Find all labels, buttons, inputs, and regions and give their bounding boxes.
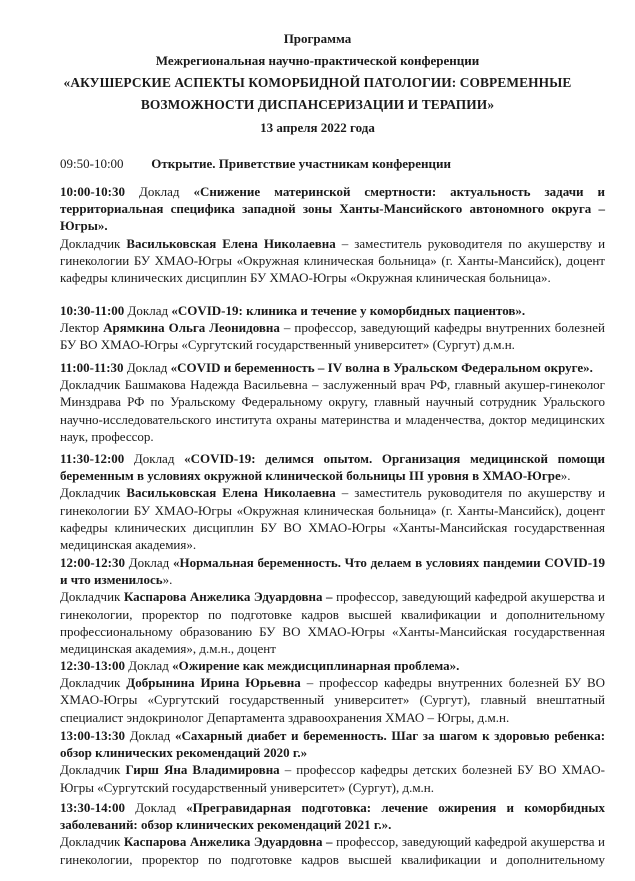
speaker-bio: – профессор, заведующий кафедры внутренних болезней БУ ВО ХМАО-Югры «Сургутский государственный университет» (Сургут) д.м.н. xyxy=(60,320,605,353)
session-topic: «COVID-19: клиника и течение у коморбидных пациентов». xyxy=(171,303,526,318)
speaker-name: Каспарова Анжелика Эдуардовна – xyxy=(123,834,333,850)
session-time: 12:30-13:00 xyxy=(60,658,125,673)
session-time: 12:00-12:30 xyxy=(60,555,125,570)
speaker-role: Докладчик xyxy=(60,834,121,850)
session-entry xyxy=(60,302,605,354)
session-topic: «Ожирение как междисциплинарная проблема». xyxy=(172,658,460,673)
opening-time: 09:50-10:00 xyxy=(60,156,124,171)
session-topic: «Снижение материнской смертности: актуальность задачи и территориальная специфика западной зоны Ханты-Мансийского автономного округа – Югры». xyxy=(60,184,605,234)
session-type: Доклад xyxy=(126,360,168,375)
session-entry xyxy=(60,799,605,868)
speaker-bio: – заместитель руководителя по акушерству и гинекологии БУ ХМАО-Югры «Окружная клиническая больница» (г. Ханты-Мансийск), доцент кафедры клинических дисциплин БУ ХМАО-Югры «Окружная клиническая больница». xyxy=(60,235,606,286)
session-entry xyxy=(60,657,605,726)
speaker-role: Докладчик xyxy=(60,589,121,605)
session-type: Доклад xyxy=(128,658,169,673)
speaker-bio: – заместитель руководителя по акушерству и гинекологии БУ ХМАО-Югры «Окружная клиническая больница» (г. Ханты-Мансийск), доцент кафедры клинических дисциплин БУ ВО ХМАО-Югры «Ханты-Мансийская государственная медицинская академия». xyxy=(60,485,606,553)
session-entry xyxy=(60,450,605,553)
session-entry xyxy=(60,727,605,796)
session-time: 10:30-11:00 xyxy=(60,303,125,318)
session-time: 11:00-11:30 xyxy=(60,360,124,375)
speaker-bio: профессор, заведующий кафедрой акушерства и гинекологии, проректор по подготовке кадров высшей квалификации и дополнительному xyxy=(60,834,606,867)
speaker-name: Васильковская Елена Николаевна xyxy=(126,235,336,251)
session-topic: «COVID-19: делимся опытом. Организация медицинской помощи беременным в условиях окружной клинической больницы III уровня в ХМАО-Югре xyxy=(60,451,606,484)
opening-title: Открытие. Приветствие участникам конференции xyxy=(151,156,452,171)
speaker-name: Добрынина Ирина Юрьевна xyxy=(126,675,301,691)
session-time: 13:30-14:00 xyxy=(60,800,125,815)
speaker-role: Докладчик xyxy=(60,675,121,691)
speaker-role: Докладчик xyxy=(60,485,121,501)
speaker-name: Башмакова Надежда Васильевна xyxy=(124,377,308,393)
speaker-role: Докладчик xyxy=(60,377,121,393)
conference-name-line2: ВОЗМОЖНОСТИ ДИСПАНСЕРИЗАЦИИ И ТЕРАПИИ» xyxy=(140,97,495,112)
speaker-role: Докладчик xyxy=(60,762,121,778)
session-type: Доклад xyxy=(133,451,175,466)
session-time: 10:00-10:30 xyxy=(60,184,125,199)
conference-subtitle: Межрегиональная научно-практической конференции xyxy=(155,53,480,68)
session-topic: «Прегравидарная подготовка: лечение ожирения и коморбидных заболеваний: обзор клинических рекомендаций 2021 г.». xyxy=(60,800,605,833)
speaker-name: Арямкина Ольга Леонидовна xyxy=(103,320,280,336)
session-entry xyxy=(60,183,605,286)
conference-date: 13 апреля 2022 года xyxy=(260,120,375,135)
speaker-role: Докладчик xyxy=(60,235,121,251)
session-time: 13:00-13:30 xyxy=(60,728,125,743)
session-type: Доклад xyxy=(128,555,170,570)
speaker-name: Васильковская Елена Николаевна xyxy=(126,485,336,501)
session-topic-end: ». xyxy=(162,572,173,588)
conference-name-line1: «АКУШЕРСКИЕ АСПЕКТЫ КОМОРБИДНОЙ ПАТОЛОГИИ: СОВРЕМЕННЫЕ xyxy=(63,75,572,90)
session-topic-end: ». xyxy=(560,468,571,484)
session-topic: «COVID и беременность – IV волна в Уральском Федеральном округе». xyxy=(170,360,593,375)
session-type: Доклад xyxy=(127,303,169,318)
session-topic: «Нормальная беременность. Что делаем в условиях пандемии COVID-19 и что изменилось xyxy=(60,555,606,588)
speaker-bio: – профессор кафедры внутренних болезней БУ ВО ХМАО-Югры «Сургутский государственный университет» (Сургут), главный внештатный специалист эндокринолог Департамента здравоохранения ХМАО – Югры, д.м.н. xyxy=(60,675,606,725)
speaker-bio: – профессор кафедры детских болезней БУ ВО ХМАО-Югры «Сургутский государственный университет» (Сургут), д.м.н. xyxy=(60,762,606,795)
speaker-name: Каспарова Анжелика Эдуардовна – xyxy=(123,589,333,605)
speaker-role: Лектор xyxy=(60,320,100,336)
opening-entry xyxy=(60,155,605,172)
session-type: Доклад xyxy=(129,728,171,743)
session-time: 11:30-12:00 xyxy=(60,451,125,466)
program-title: Программа xyxy=(283,31,352,46)
session-type: Доклад xyxy=(135,800,176,815)
session-type: Доклад xyxy=(138,184,180,199)
speaker-bio: профессор, заведующий кафедрой акушерства и гинекологии, проректор по подготовке кадров высшей квалификации и дополнительному профессиональному образованию БУ ВО ХМАО-Югры «Ханты-Мансийская государственная медицинская академия», д.м.н., доцент xyxy=(60,589,606,657)
speaker-bio: – заслуженный врач РФ, главный акушер-гинеколог Минздрава РФ по Уральскому Федеральному округу, главный научный сотрудник Уральского научно-исследовательского института охраны материнства и младенчества, доктор медицинских наук, профессор. xyxy=(60,377,606,444)
speaker-name: Гирш Яна Владимировна xyxy=(125,762,280,778)
session-entry xyxy=(60,359,605,445)
session-topic: «Сахарный диабет и беременность. Шаг за шагом к здоровью ребенка: обзор клинических рекомендаций 2020 г.» xyxy=(60,728,606,761)
session-entry xyxy=(60,554,605,657)
